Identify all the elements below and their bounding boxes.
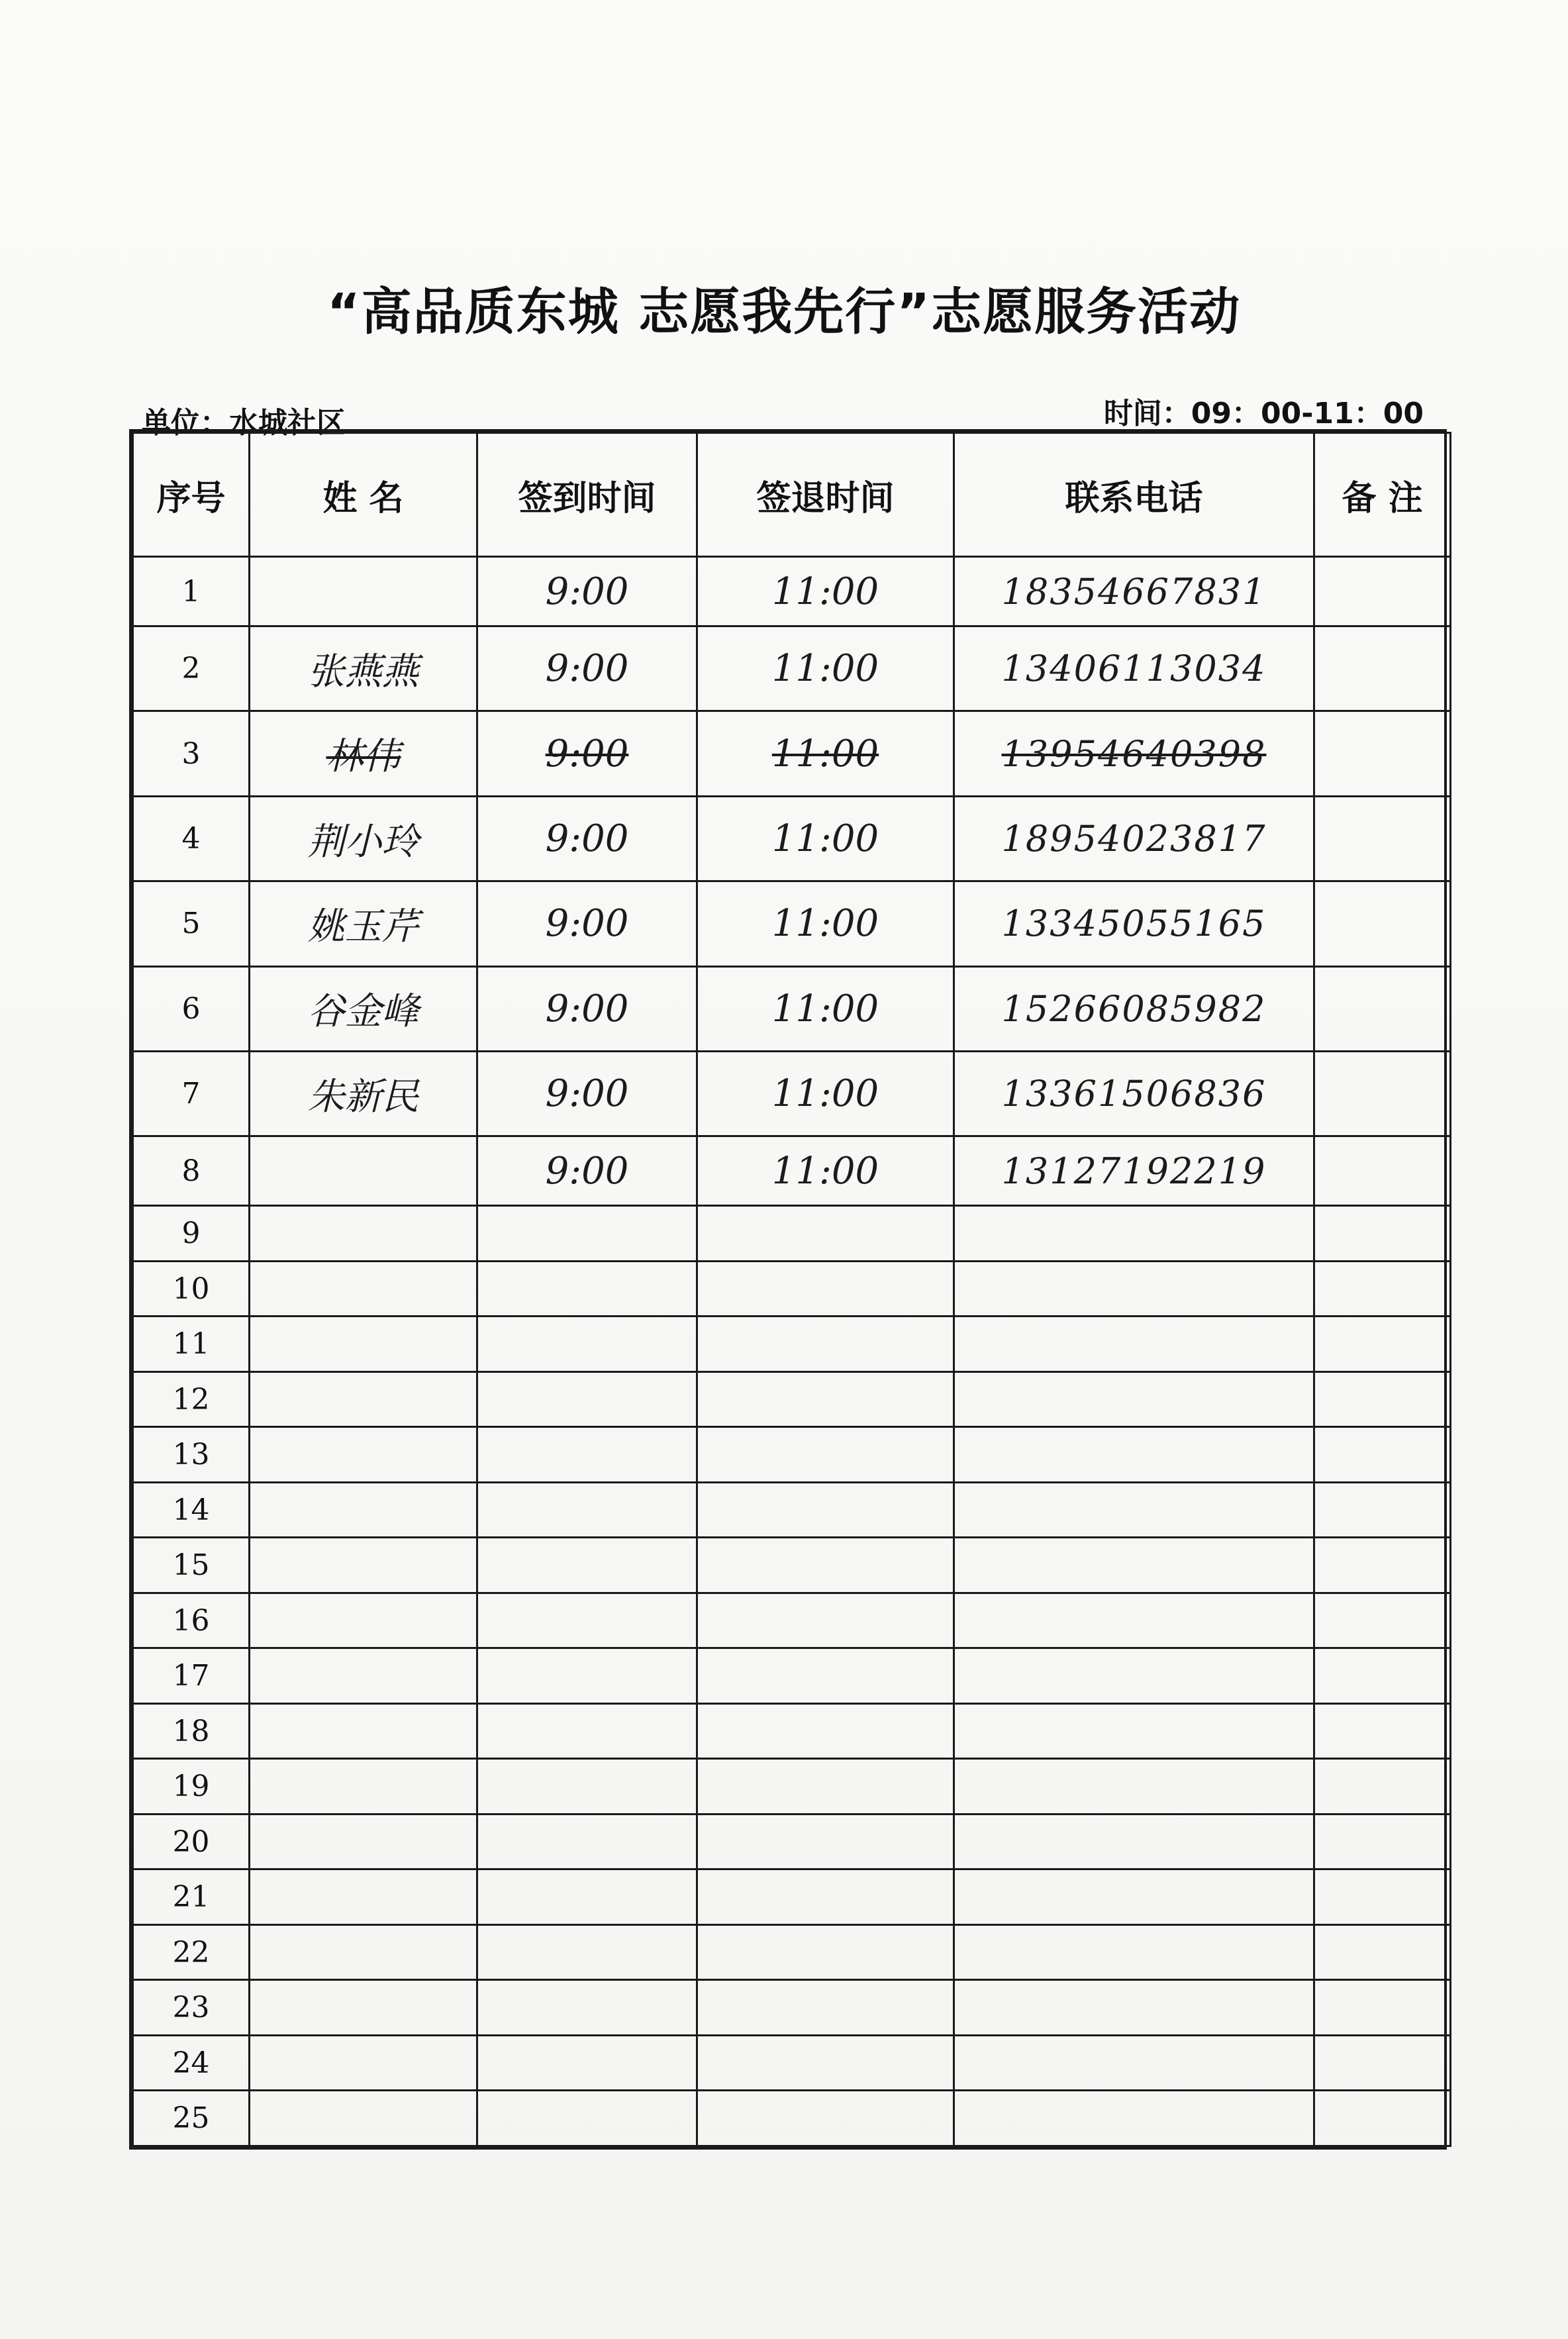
table-row	[133, 1814, 1451, 1869]
row-remark	[1314, 1814, 1451, 1869]
row-checkout-text: 11:00	[771, 647, 879, 691]
table-row	[133, 1980, 1451, 2036]
row-name	[250, 1427, 477, 1483]
row-seq-text: 5	[181, 907, 201, 941]
row-name	[250, 711, 477, 796]
row-phone	[954, 1482, 1314, 1538]
row-seq-text: 8	[181, 1154, 201, 1188]
row-remark	[1314, 1869, 1451, 1925]
header-name: 姓 名	[250, 433, 477, 557]
row-remark	[1314, 796, 1451, 881]
row-checkout	[697, 1703, 954, 1759]
row-phone	[954, 1980, 1314, 2036]
table-row	[133, 1538, 1451, 1593]
row-name-text: 荆小玲	[307, 820, 419, 864]
row-remark	[1314, 1703, 1451, 1759]
row-checkout	[697, 1538, 954, 1593]
row-checkout	[697, 711, 954, 796]
row-checkout	[697, 1261, 954, 1317]
row-seq-text: 16	[172, 1603, 210, 1638]
row-checkin	[477, 966, 697, 1051]
row-seq	[133, 1814, 250, 1869]
row-remark	[1314, 1648, 1451, 1704]
row-phone	[954, 1924, 1314, 1980]
row-name	[250, 2091, 477, 2146]
row-remark	[1314, 711, 1451, 796]
row-checkout-text: 11:00	[771, 1072, 879, 1116]
row-checkout	[697, 557, 954, 626]
row-seq-text: 9	[181, 1217, 201, 1251]
row-name	[250, 557, 477, 626]
row-checkin	[477, 1206, 697, 1262]
row-checkout	[697, 2035, 954, 2091]
row-seq	[133, 1869, 250, 1925]
row-checkout-text: 11:00	[771, 902, 879, 946]
row-checkout	[697, 881, 954, 966]
row-phone	[954, 557, 1314, 626]
row-remark	[1314, 1317, 1451, 1372]
row-seq	[133, 1703, 250, 1759]
row-phone	[954, 1427, 1314, 1483]
row-phone	[954, 2091, 1314, 2146]
row-checkin	[477, 1759, 697, 1815]
row-remark	[1314, 1371, 1451, 1427]
row-checkin-text: 9:00	[545, 1149, 629, 1193]
row-checkin-text: 9:00	[545, 987, 629, 1030]
row-checkin-text: 9:00	[545, 732, 629, 775]
row-remark	[1314, 1051, 1451, 1136]
table-row	[133, 711, 1451, 796]
row-remark	[1314, 626, 1451, 711]
row-seq-text: 22	[172, 1935, 210, 1969]
row-seq	[133, 1759, 250, 1815]
row-checkout	[697, 1869, 954, 1925]
row-checkin	[477, 557, 697, 626]
row-remark	[1314, 2035, 1451, 2091]
row-name	[250, 1924, 477, 1980]
row-seq-text: 24	[172, 2046, 210, 2080]
table-row	[133, 966, 1451, 1051]
row-remark	[1314, 1980, 1451, 2036]
row-remark	[1314, 1924, 1451, 1980]
row-checkin	[477, 1538, 697, 1593]
row-name	[250, 1814, 477, 1869]
row-phone	[954, 881, 1314, 966]
row-name	[250, 1136, 477, 1206]
row-phone	[954, 626, 1314, 711]
row-remark	[1314, 1482, 1451, 1538]
row-seq-text: 19	[172, 1769, 210, 1804]
row-name	[250, 1703, 477, 1759]
row-checkin-text: 9:00	[545, 647, 629, 691]
table-row	[133, 1051, 1451, 1136]
row-checkout	[697, 1482, 954, 1538]
row-phone	[954, 796, 1314, 881]
row-checkout-text: 11:00	[771, 987, 879, 1030]
row-phone-text: 13127192219	[1001, 1150, 1267, 1192]
signin-table-frame	[129, 429, 1447, 2150]
table-row	[133, 2035, 1451, 2091]
row-phone	[954, 966, 1314, 1051]
row-checkout	[697, 2091, 954, 2146]
row-seq	[133, 2091, 250, 2146]
row-name	[250, 1980, 477, 2036]
row-checkin	[477, 1317, 697, 1372]
row-phone	[954, 1538, 1314, 1593]
row-name-text: 朱新民	[307, 1075, 419, 1119]
table-row	[133, 881, 1451, 966]
row-seq	[133, 1427, 250, 1483]
row-phone	[954, 1371, 1314, 1427]
table-row	[133, 1869, 1451, 1925]
row-checkout	[697, 1593, 954, 1648]
row-checkin	[477, 2091, 697, 2146]
row-checkin	[477, 1427, 697, 1483]
table-row	[133, 1482, 1451, 1538]
row-remark	[1314, 1136, 1451, 1206]
row-checkin	[477, 711, 697, 796]
header-remark: 备 注	[1314, 433, 1451, 557]
row-phone	[954, 1593, 1314, 1648]
table-row	[133, 1371, 1451, 1427]
table-row	[133, 1261, 1451, 1317]
row-checkout	[697, 1317, 954, 1372]
row-seq-text: 3	[181, 736, 201, 771]
row-remark	[1314, 1261, 1451, 1317]
row-phone	[954, 1869, 1314, 1925]
row-remark	[1314, 966, 1451, 1051]
table-row	[133, 1648, 1451, 1704]
row-checkout	[697, 1206, 954, 1262]
row-checkout	[697, 1371, 954, 1427]
row-seq-text: 14	[172, 1493, 210, 1527]
row-phone-text: 18354667831	[1001, 570, 1267, 613]
table-header-row	[133, 433, 1451, 557]
table-row	[133, 1924, 1451, 1980]
row-checkout	[697, 796, 954, 881]
row-seq	[133, 1136, 250, 1206]
row-seq	[133, 1538, 250, 1593]
table-row	[133, 1593, 1451, 1648]
row-phone	[954, 1759, 1314, 1815]
row-phone-text: 13361506836	[1001, 1073, 1267, 1115]
row-checkout	[697, 1427, 954, 1483]
row-checkin	[477, 1980, 697, 2036]
row-name	[250, 881, 477, 966]
row-seq	[133, 1593, 250, 1648]
row-name-text: 谷金峰	[307, 990, 419, 1034]
row-checkout-text: 11:00	[771, 570, 879, 613]
row-remark	[1314, 1206, 1451, 1262]
row-seq	[133, 881, 250, 966]
row-seq	[133, 1206, 250, 1262]
row-checkout-text: 11:00	[771, 732, 879, 775]
row-seq	[133, 1051, 250, 1136]
row-seq	[133, 557, 250, 626]
row-checkout	[697, 1814, 954, 1869]
row-name-text: 姚玉芹	[307, 905, 419, 948]
table-row	[133, 2091, 1451, 2146]
table-row	[133, 1759, 1451, 1815]
row-seq-text: 20	[172, 1824, 210, 1859]
row-checkin	[477, 881, 697, 966]
row-name	[250, 2035, 477, 2091]
row-checkin	[477, 1648, 697, 1704]
row-remark	[1314, 881, 1451, 966]
row-seq	[133, 1482, 250, 1538]
row-name	[250, 1593, 477, 1648]
row-seq-text: 25	[172, 2101, 210, 2136]
row-name	[250, 1051, 477, 1136]
row-checkin	[477, 1924, 697, 1980]
row-checkout	[697, 1924, 954, 1980]
row-phone	[954, 1051, 1314, 1136]
table-row	[133, 1703, 1451, 1759]
row-checkin-text: 9:00	[545, 570, 629, 613]
row-seq-text: 17	[172, 1659, 210, 1693]
row-remark	[1314, 2091, 1451, 2146]
table-row	[133, 557, 1451, 626]
time-label: 时间：09：00-11：00	[1103, 397, 1424, 430]
row-remark	[1314, 1593, 1451, 1648]
row-name	[250, 1317, 477, 1372]
row-seq	[133, 1317, 250, 1372]
row-seq-text: 13	[172, 1438, 210, 1472]
table-row	[133, 1206, 1451, 1262]
row-seq	[133, 1648, 250, 1704]
row-checkin	[477, 1261, 697, 1317]
row-seq-text: 23	[172, 1991, 210, 2025]
row-checkin	[477, 1814, 697, 1869]
row-checkin-text: 9:00	[545, 817, 629, 860]
row-remark	[1314, 1759, 1451, 1815]
row-seq-text: 4	[181, 822, 201, 856]
row-phone	[954, 711, 1314, 796]
row-phone	[954, 1648, 1314, 1704]
header-checkout: 签退时间	[697, 433, 954, 557]
row-checkin	[477, 1051, 697, 1136]
row-name	[250, 1648, 477, 1704]
row-seq	[133, 1980, 250, 2036]
row-seq	[133, 1371, 250, 1427]
row-seq	[133, 711, 250, 796]
row-phone-text: 13406113034	[1001, 648, 1267, 690]
row-phone-text: 18954023817	[1001, 818, 1267, 860]
row-seq	[133, 2035, 250, 2091]
table-row	[133, 1136, 1451, 1206]
row-name	[250, 1206, 477, 1262]
row-seq	[133, 966, 250, 1051]
row-seq-text: 1	[181, 574, 201, 609]
row-phone-text: 13954640398	[1001, 732, 1267, 775]
row-checkin	[477, 1136, 697, 1206]
row-seq-text: 6	[181, 991, 201, 1026]
row-checkout-text: 11:00	[771, 817, 879, 860]
row-checkout	[697, 1051, 954, 1136]
row-name-text: 林伟	[326, 735, 401, 779]
row-name	[250, 796, 477, 881]
row-phone	[954, 1317, 1314, 1372]
row-seq-text: 7	[181, 1077, 201, 1111]
row-seq	[133, 1261, 250, 1317]
row-phone	[954, 1136, 1314, 1206]
row-seq-text: 2	[181, 652, 201, 686]
row-phone	[954, 1206, 1314, 1262]
unit-label: 单位：水城社区	[142, 406, 346, 440]
row-name-text: 张燕燕	[307, 650, 419, 693]
row-name	[250, 1482, 477, 1538]
row-phone	[954, 1814, 1314, 1869]
row-name	[250, 626, 477, 711]
row-phone	[954, 1261, 1314, 1317]
table-body	[133, 557, 1451, 2146]
row-seq	[133, 1924, 250, 1980]
row-checkout	[697, 1136, 954, 1206]
row-phone	[954, 2035, 1314, 2091]
row-phone	[954, 1703, 1314, 1759]
header-phone: 联系电话	[954, 433, 1314, 557]
row-name	[250, 1371, 477, 1427]
table-row	[133, 796, 1451, 881]
row-remark	[1314, 1538, 1451, 1593]
table-row	[133, 1317, 1451, 1372]
row-seq-text: 21	[172, 1880, 210, 1915]
row-phone-text: 15266085982	[1001, 987, 1267, 1030]
row-checkout	[697, 1759, 954, 1815]
row-seq	[133, 626, 250, 711]
row-checkin-text: 9:00	[545, 902, 629, 946]
row-name	[250, 1261, 477, 1317]
row-checkin	[477, 1593, 697, 1648]
row-checkin-text: 9:00	[545, 1072, 629, 1116]
row-seq	[133, 796, 250, 881]
row-checkin	[477, 1869, 697, 1925]
row-checkout	[697, 1648, 954, 1704]
row-seq-text: 18	[172, 1714, 210, 1748]
row-name	[250, 966, 477, 1051]
table-row	[133, 626, 1451, 711]
row-name	[250, 1869, 477, 1925]
row-seq-text: 12	[172, 1382, 210, 1417]
row-remark	[1314, 1427, 1451, 1483]
row-checkin	[477, 1371, 697, 1427]
row-checkin	[477, 2035, 697, 2091]
row-checkout-text: 11:00	[771, 1149, 879, 1193]
table-row	[133, 1427, 1451, 1483]
header-checkin: 签到时间	[477, 433, 697, 557]
row-seq-text: 10	[172, 1271, 210, 1306]
header-seq: 序号	[133, 433, 250, 557]
signin-table	[132, 432, 1451, 2147]
row-name	[250, 1538, 477, 1593]
row-name	[250, 1759, 477, 1815]
row-checkin	[477, 1703, 697, 1759]
document-title: “高品质东城 志愿我先行”志愿服务活动	[326, 282, 1242, 341]
row-remark	[1314, 557, 1451, 626]
row-checkin	[477, 1482, 697, 1538]
row-checkin	[477, 796, 697, 881]
row-seq-text: 11	[172, 1327, 210, 1362]
row-phone-text: 13345055165	[1001, 903, 1267, 945]
row-seq-text: 15	[172, 1548, 210, 1583]
row-checkout	[697, 626, 954, 711]
row-checkin	[477, 626, 697, 711]
row-checkout	[697, 966, 954, 1051]
row-checkout	[697, 1980, 954, 2036]
